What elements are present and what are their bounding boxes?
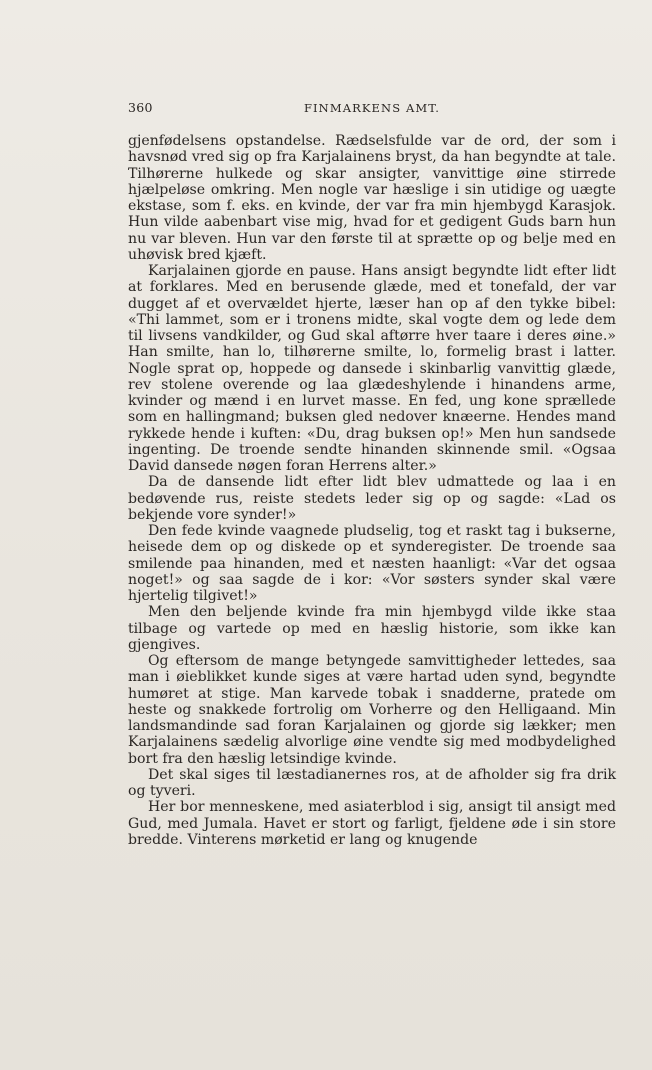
paragraph-2: Karjalainen gjorde en pause. Hans ansigt begyndte lidt efter lidt at forklares. Med en berusende glæde, med et tonefald, der var dugget af et overvældet hjerte, læser han op af den tykke bibel: «Thi lammet, som er i tronens midte, skal vogte dem og lede dem til livsens vandkilder, og Gud skal aftørre hver taare i deres øine.» Han smilte, han lo, tilhørerne smilte, lo, formelig brast i latter. Nogle sprat op, hoppede og dansede i skinbarlig vanvittig glæde, rev stolene overende og laa glædeshylende i hinandens arme, kvinder og mænd i en lurvet masse. En fed, ung kone sprællede som en hallingmand; buksen gled nedover knæerne. Hendes mand rykkede hende i kuften: «Du, drag buksen op!» Men hun sandsede ingenting. De troende sendte hinanden skinnende smil. «Ogsaa David dansede nøgen foran Herrens alter.»: [128, 263, 616, 474]
paragraph-8: Her bor menneskene, med asiaterblod i sig, ansigt til ansigt med Gud, med Jumala. Havet er stort og farligt, fjeldene øde i sin store bredde. Vinterens mørketid er lang og knugende: [128, 799, 616, 848]
paragraph-3: Da de dansende lidt efter lidt blev udmattede og laa i en bedøvende rus, reiste stedets leder sig op og sagde: «Lad os bekjende vore synder!»: [128, 474, 616, 523]
paragraph-7: Det skal siges til læstadianernes ros, at de afholder sig fra drik og tyveri.: [128, 766, 616, 799]
paragraph-6: Og eftersom de mange betyngede samvittigheder lettedes, saa man i øieblikket kunde siges at være hartad uden synd, begyndte humøret at stige. Man karvede tobak i snadderne, pratede om heste og snakkede fortrolig om Vorherre og den Helligaand. Min landsmandinde sad foran Karjalainen og gjorde sig lækker; men Karjalainens sædelig alvorlige øine vendte sig med modbydelighed bort fra den hæslig letsindige kvinde.: [128, 653, 616, 767]
running-head: [128, 100, 616, 120]
page-number: 360: [128, 100, 153, 115]
paragraph-5: Men den beljende kvinde fra min hjembygd vilde ikke staa tilbage og vartede op med en hæslig historie, som ikke kan gjengives.: [128, 604, 616, 653]
body-text: [128, 133, 616, 848]
paragraph-4: Den fede kvinde vaagnede pludselig, tog et raskt tag i bukserne, heisede dem op og diskede op et synderegister. De troende saa smilende paa hinanden, med et næsten haanligt: «Var det ogsaa noget!» og saa sagde de i kor: «Vor søsters synder skal være hjertelig tilgivet!»: [128, 523, 616, 604]
running-header-title: FINMARKENS AMT.: [303, 101, 441, 115]
paragraph-1: gjenfødelsens opstandelse. Rædselsfulde var de ord, der som i havsnød vred sig op fra Karjalainens bryst, da han begyndte at tale. Tilhørerne hulkede og skar ansigter, vanvittige øine stirrede hjælpeløse omkring. Men nogle var hæslige i sin utidige og uægte ekstase, som f. eks. en kvinde, der var fra min hjembygd Karasjok. Hun vilde aabenbart vise mig, hvad for et gedigent Guds barn hun nu var bleven. Hun var den første til at sprætte op og belje med en uhøvisk bred kjæft.: [128, 133, 616, 263]
